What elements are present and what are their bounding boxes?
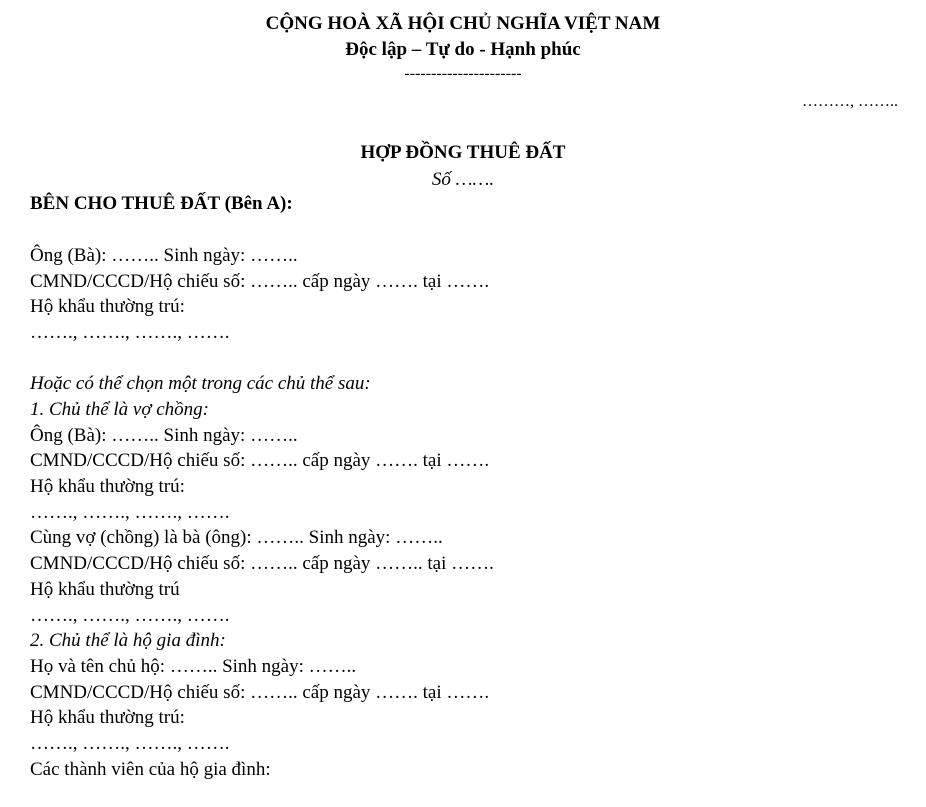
partner-name-line: Cùng vợ (chồng) là bà (ông): …….. Sinh ngày: …….. — [30, 527, 443, 548]
party-a-heading: BÊN CHO THUÊ ĐẤT (Bên A): — [30, 193, 293, 214]
party-a-residence-value: ……., ……., ……., ……. — [30, 322, 230, 343]
contract-title: HỢP ĐỒNG THUÊ ĐẤT — [360, 142, 566, 163]
household-head-line: Họ và tên chủ hộ: …….. Sinh ngày: …….. — [30, 656, 357, 677]
nation-header: CỘNG HOÀ XÃ HỘI CHỦ NGHĨA VIỆT NAM — [265, 13, 661, 34]
household-id-line: CMND/CCCD/Hộ chiếu số: …….. cấp ngày ……. tại ……. — [30, 682, 490, 703]
spouse-residence-value: ……., ……., ……., ……. — [30, 502, 230, 523]
party-a-id-line: CMND/CCCD/Hộ chiếu số: …….. cấp ngày ……. tại ……. — [30, 271, 490, 292]
household-residence-value: ……., ……., ……., ……. — [30, 733, 230, 754]
party-a-residence-label: Hộ khẩu thường trú: — [30, 296, 185, 317]
household-members-label: Các thành viên của hộ gia đình: — [30, 759, 271, 780]
date-place: ………, …….. — [802, 93, 898, 110]
partner-residence-label: Hộ khẩu thường trú — [30, 579, 180, 600]
options-intro: Hoặc có thể chọn một trong các chủ thể sau: — [30, 373, 371, 394]
motto: Độc lập – Tự do - Hạnh phúc — [345, 39, 581, 60]
separator-line: ---------------------- — [404, 65, 522, 82]
household-heading: 2. Chủ thể là hộ gia đình: — [30, 630, 226, 651]
contract-number: Số ……. — [431, 169, 495, 190]
spouse-residence-label: Hộ khẩu thường trú: — [30, 476, 185, 497]
partner-residence-value: ……., ……., ……., ……. — [30, 605, 230, 626]
household-residence-label: Hộ khẩu thường trú: — [30, 707, 185, 728]
spouse-id-line: CMND/CCCD/Hộ chiếu số: …….. cấp ngày ……. tại ……. — [30, 450, 490, 471]
partner-id-line: CMND/CCCD/Hộ chiếu số: …….. cấp ngày …….. tại ……. — [30, 553, 494, 574]
spouse-heading: 1. Chủ thể là vợ chồng: — [30, 399, 209, 420]
spouse-name-line: Ông (Bà): …….. Sinh ngày: …….. — [30, 425, 298, 446]
party-a-name-line: Ông (Bà): …….. Sinh ngày: …….. — [30, 245, 298, 266]
